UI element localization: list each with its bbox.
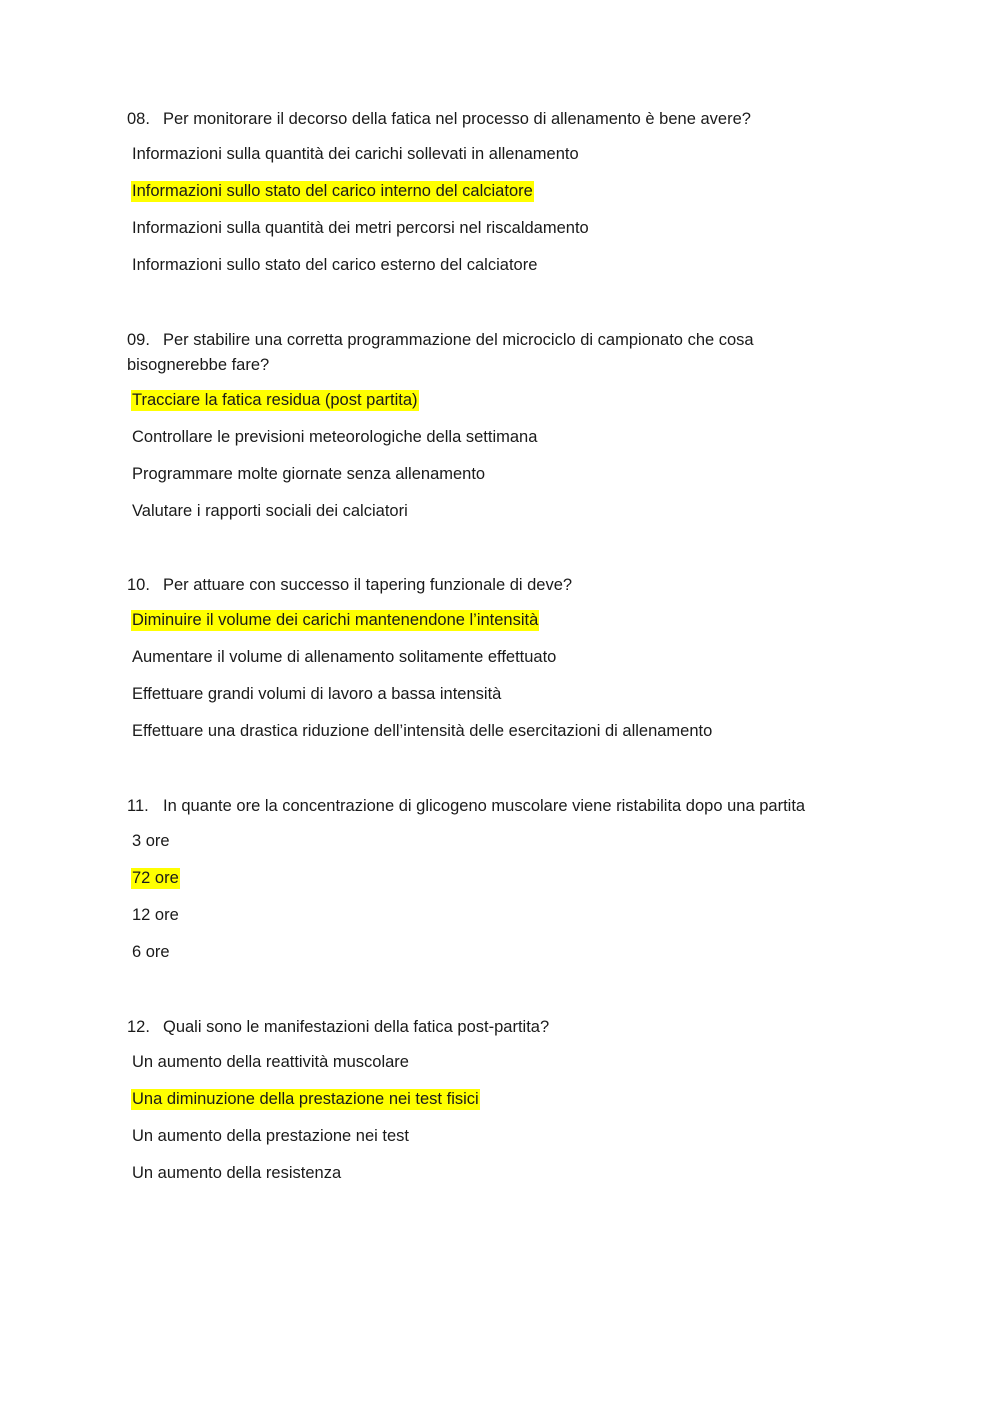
question-number: 12.: [127, 1018, 150, 1036]
question-header: [127, 1015, 827, 1040]
question-number: 09.: [127, 331, 150, 349]
answer-option: Informazioni sulla quantità dei carichi sollevati in allenamento: [132, 145, 579, 163]
answer-option: Un aumento della reattività muscolare: [132, 1053, 409, 1071]
question-text: Per stabilire una corretta programmazione del microciclo di campionato che cosa: [163, 331, 754, 349]
answer-option: Un aumento della prestazione nei test: [132, 1127, 410, 1145]
question-number: 11.: [127, 797, 149, 815]
question-text-continuation: bisognerebbe fare?: [127, 356, 270, 374]
answer-option: Informazioni sullo stato del carico esterno del calciatore: [132, 256, 538, 274]
question-header: [127, 328, 827, 353]
question-08: [127, 107, 827, 291]
answer-option: Valutare i rapporti sociali dei calciatori: [132, 502, 408, 520]
question-11: [127, 794, 827, 978]
question-text: Per monitorare il decorso della fatica nel processo di allenamento è bene avere?: [163, 110, 751, 128]
question-number: 10.: [127, 576, 150, 594]
answer-option-correct: Diminuire il volume dei carichi mantenendone l’intensità: [132, 611, 539, 629]
answer-option-correct: 72 ore: [132, 869, 179, 887]
answer-option: Controllare le previsioni meteorologiche della settimana: [132, 428, 538, 446]
answer-list: [127, 1051, 827, 1185]
answer-option: Un aumento della resistenza: [132, 1164, 342, 1182]
answer-option: 12 ore: [132, 906, 179, 924]
question-number: 08.: [127, 110, 150, 128]
answer-option: 6 ore: [132, 943, 170, 961]
answer-option: 3 ore: [132, 832, 170, 850]
question-text: Quali sono le manifestazioni della fatica post-partita?: [163, 1018, 550, 1036]
answer-list: [127, 830, 827, 964]
question-text: Per attuare con successo il tapering funzionale di deve?: [163, 576, 573, 594]
question-header: [127, 794, 827, 819]
answer-list: [127, 143, 827, 277]
answer-option: Informazioni sulla quantità dei metri percorsi nel riscaldamento: [132, 219, 589, 237]
answer-option-correct: Tracciare la fatica residua (post partita): [132, 391, 418, 409]
answer-option: Aumentare il volume di allenamento solitamente effettuato: [132, 648, 557, 666]
question-header: [127, 573, 827, 598]
answer-list: [127, 389, 827, 523]
answer-list: [127, 609, 827, 743]
answer-option: Programmare molte giornate senza allenamento: [132, 465, 486, 483]
answer-option-correct: Informazioni sullo stato del carico interno del calciatore: [132, 182, 533, 200]
answer-option: Effettuare una drastica riduzione dell’intensità delle esercitazioni di allenamento: [132, 722, 713, 740]
question-09: [127, 328, 827, 537]
answer-option-correct: Una diminuzione della prestazione nei test fisici: [132, 1090, 479, 1108]
question-text: In quante ore la concentrazione di glicogeno muscolare viene ristabilita dopo una partita: [163, 797, 806, 815]
question-10: [127, 573, 827, 757]
answer-option: Effettuare grandi volumi di lavoro a bassa intensità: [132, 685, 502, 703]
question-12: [127, 1015, 827, 1199]
question-header: [127, 107, 827, 132]
